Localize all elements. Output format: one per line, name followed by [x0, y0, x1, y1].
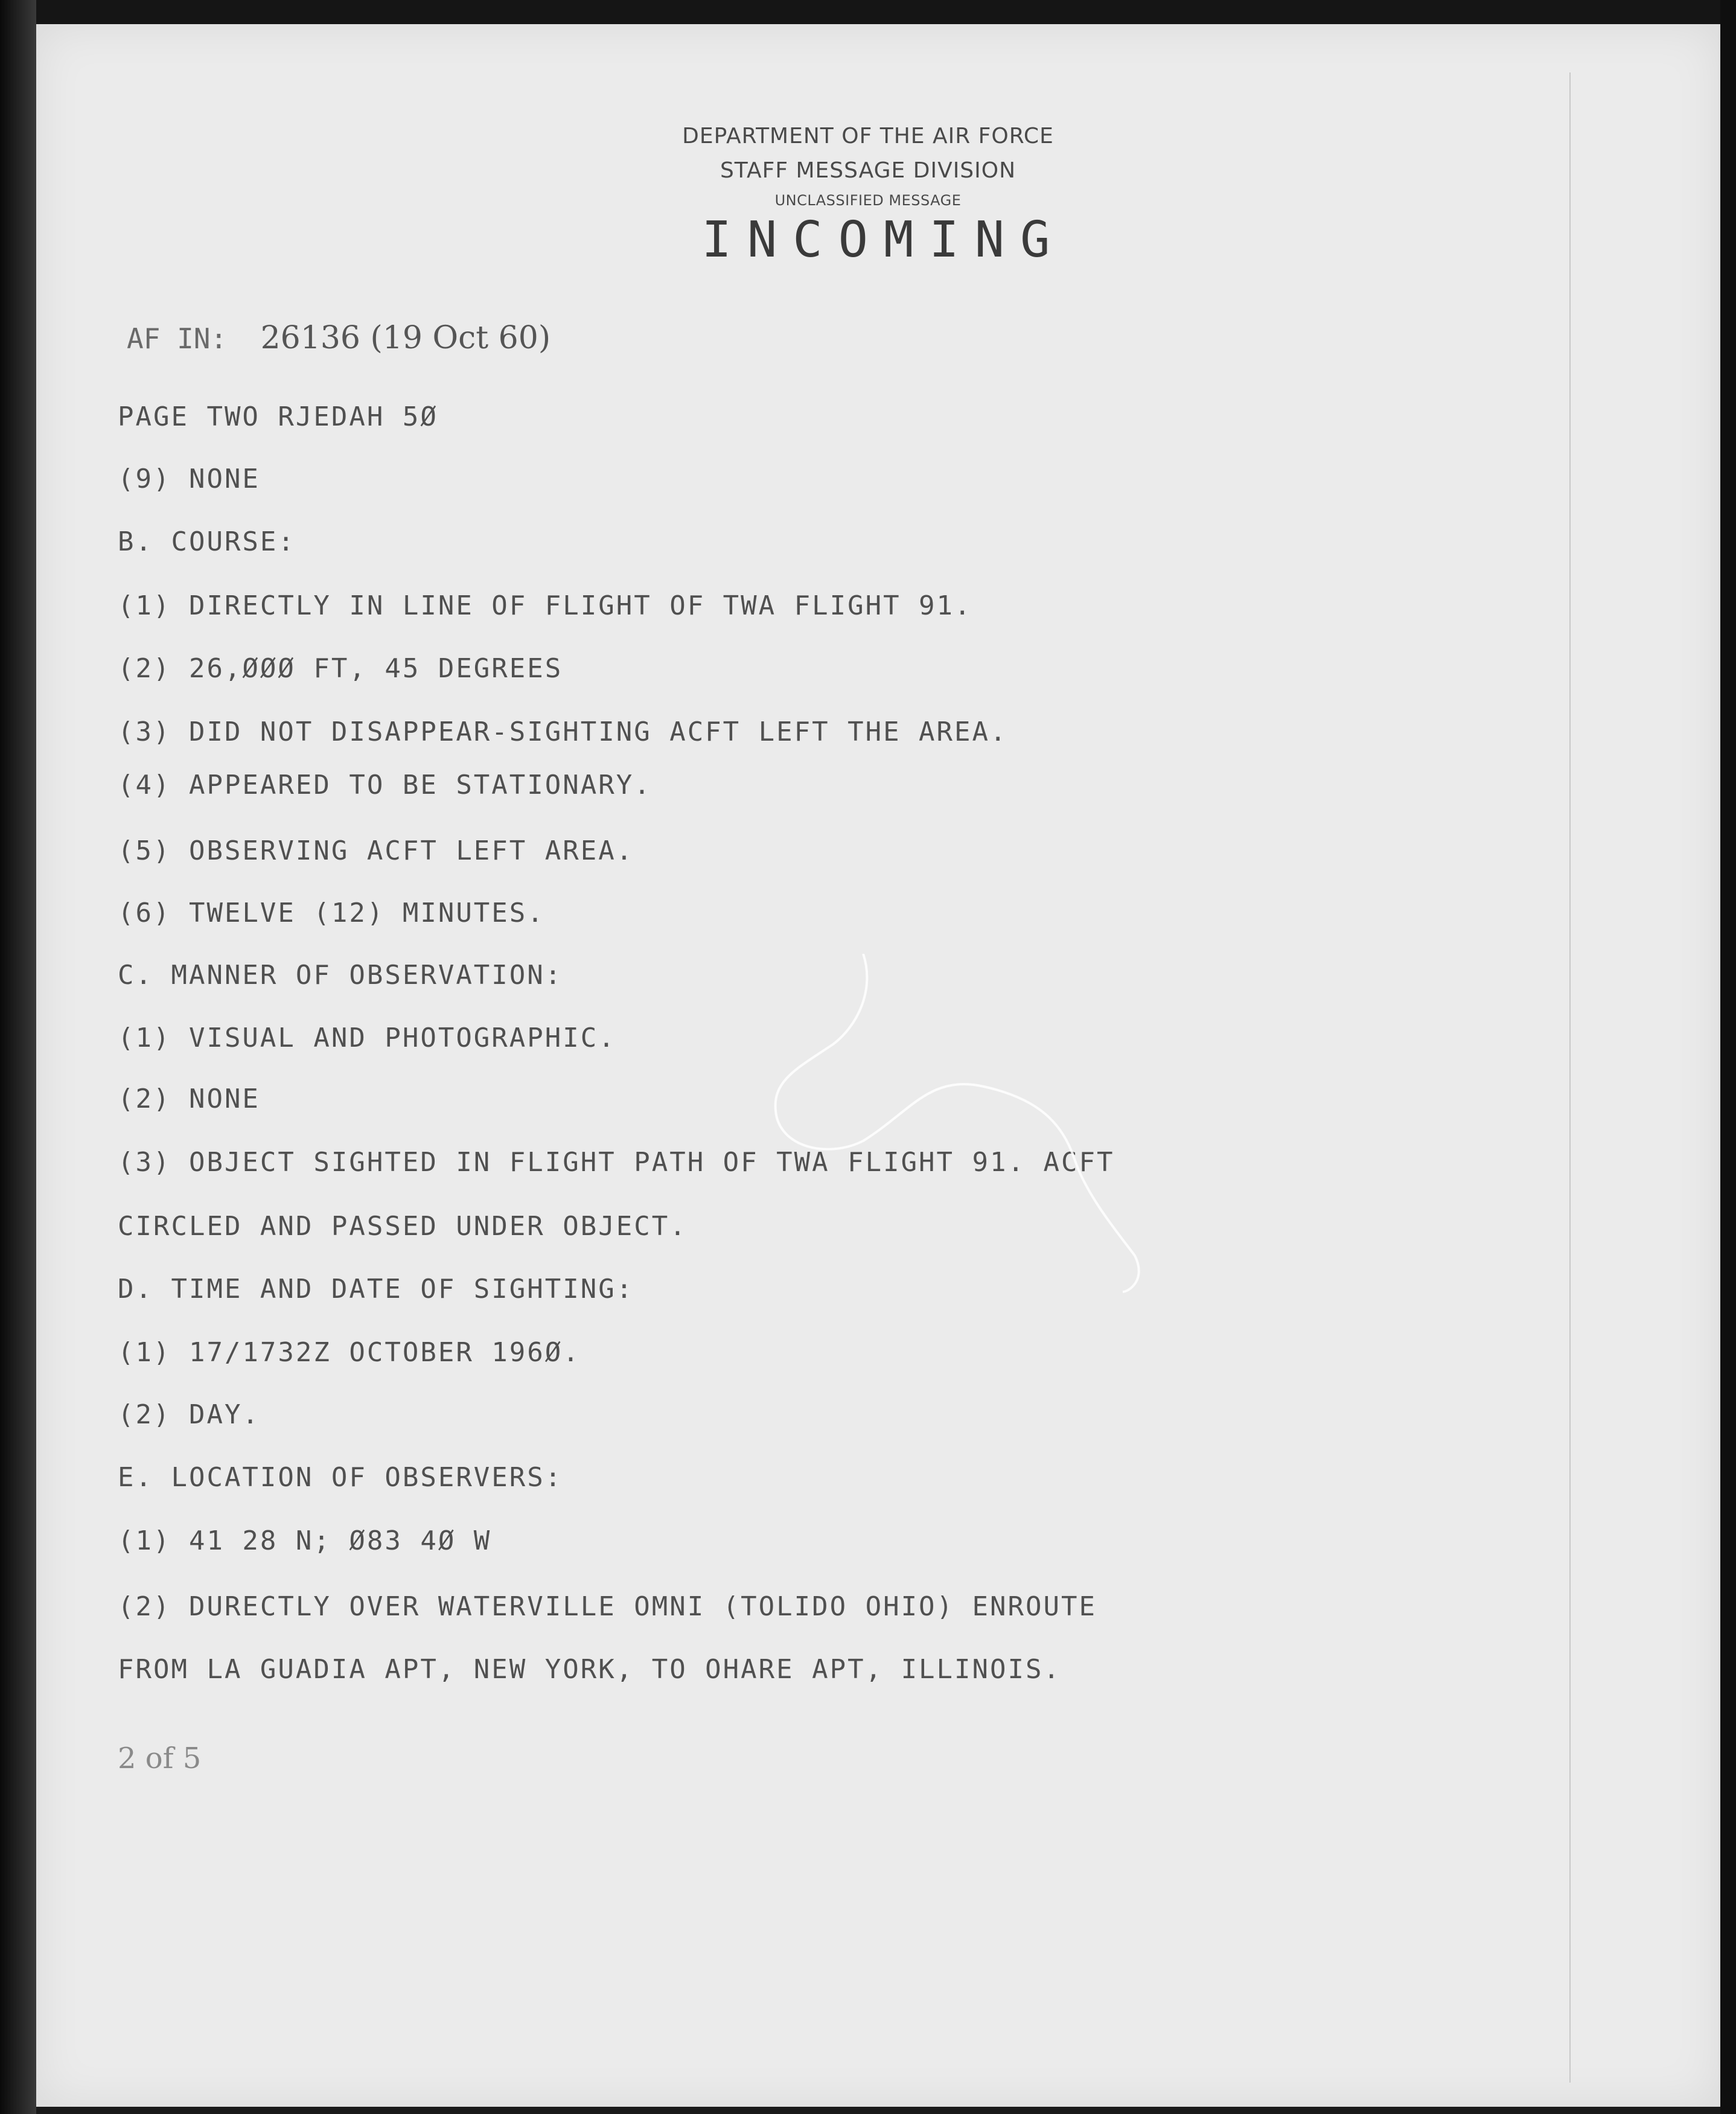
body-line: (2) 26,ØØØ FT, 45 DEGREES: [118, 653, 563, 684]
body-line: (1) 41 28 N; Ø83 4Ø W: [118, 1525, 492, 1556]
af-in-reference: [127, 320, 550, 356]
body-line: (2) DURECTLY OVER WATERVILLE OMNI (TOLIDO OHIO) ENROUTE: [118, 1591, 1097, 1622]
body-line: (2) NONE: [118, 1084, 260, 1114]
body-line: C. MANNER OF OBSERVATION:: [118, 960, 563, 991]
scan-right-border: [1720, 0, 1736, 2114]
header-classification: UNCLASSIFIED MESSAGE: [774, 192, 962, 209]
body-line: B. COURSE:: [118, 526, 296, 557]
body-line: (1) DIRECTLY IN LINE OF FLIGHT OF TWA FLIGHT 91.: [118, 590, 972, 621]
header-division: STAFF MESSAGE DIVISION: [720, 158, 1016, 183]
paper-crease-mark: [773, 954, 1256, 1304]
body-line: (3) DID NOT DISAPPEAR-SIGHTING ACFT LEFT THE AREA.: [118, 717, 1008, 747]
body-line: (4) APPEARED TO BE STATIONARY.: [118, 770, 652, 800]
scan-top-border: [0, 0, 1736, 24]
body-line: (2) DAY.: [118, 1399, 260, 1430]
body-line: (5) OBSERVING ACFT LEFT AREA.: [118, 835, 634, 866]
body-line: (1) 17/1732Z OCTOBER 196Ø.: [118, 1337, 581, 1368]
af-in-value: 26136 (19 Oct 60): [260, 320, 551, 356]
af-in-label: AF IN:: [127, 322, 228, 355]
body-line: D. TIME AND DATE OF SIGHTING:: [118, 1274, 634, 1304]
body-line: (9) NONE: [118, 464, 260, 494]
body-line: CIRCLED AND PASSED UNDER OBJECT.: [118, 1211, 688, 1242]
scan-left-border: [0, 0, 36, 2114]
body-line: FROM LA GUADIA APT, NEW YORK, TO OHARE APT, ILLINOIS.: [118, 1654, 1061, 1685]
header-department: DEPARTMENT OF THE AIR FORCE: [682, 124, 1054, 148]
body-line: (1) VISUAL AND PHOTOGRAPHIC.: [118, 1023, 616, 1053]
body-line: (6) TWELVE (12) MINUTES.: [118, 898, 545, 928]
page-fold-line: [1569, 72, 1571, 2083]
body-line: PAGE TWO RJEDAH 5Ø: [118, 401, 438, 432]
header-incoming: INCOMING: [701, 211, 1066, 269]
page-number: 2 of 5: [118, 1742, 202, 1775]
body-line: E. LOCATION OF OBSERVERS:: [118, 1462, 563, 1493]
body-line: (3) OBJECT SIGHTED IN FLIGHT PATH OF TWA FLIGHT 91. ACFT: [118, 1147, 1115, 1178]
